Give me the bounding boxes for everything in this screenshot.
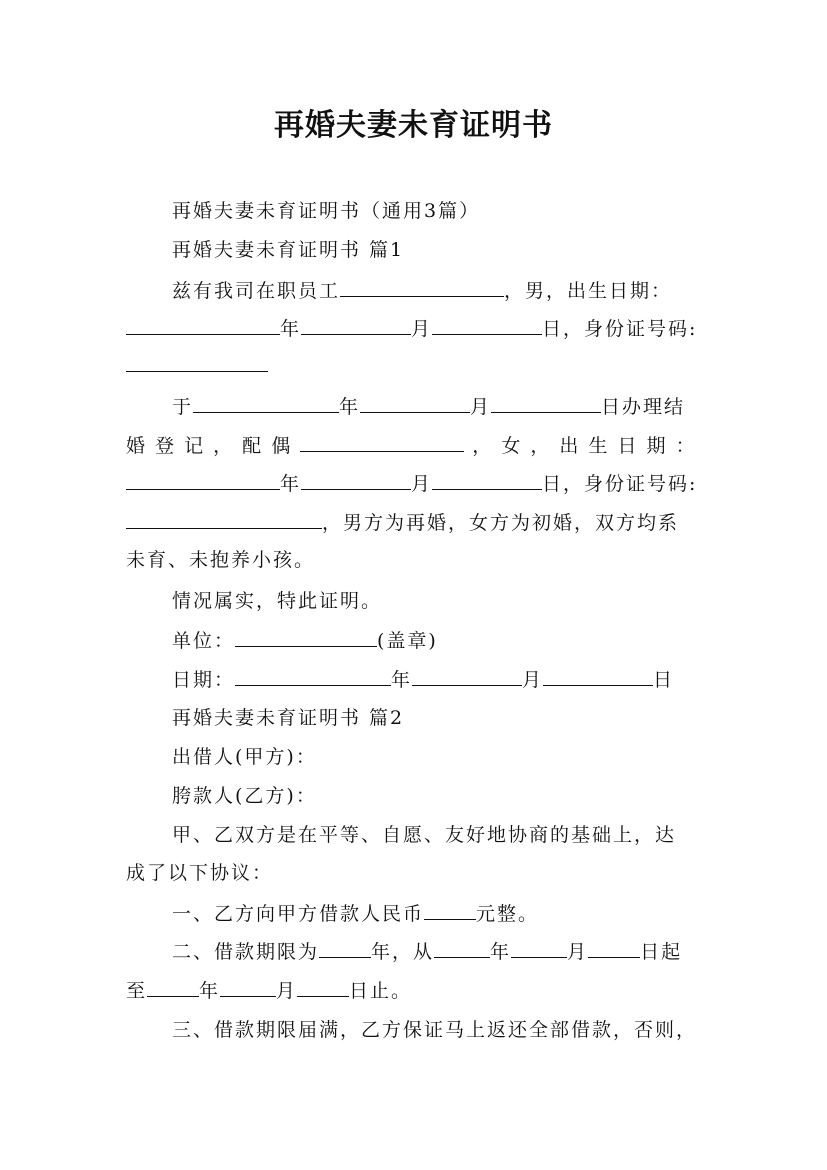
- signature-date-line: 日期： 年 月 日: [172, 669, 675, 691]
- blank-line: [126, 316, 280, 335]
- blank-line: [319, 939, 371, 958]
- paragraph-line: 未育、未抱养小孩。: [126, 549, 316, 571]
- blank-line: [126, 510, 322, 529]
- paragraph-line: 甲、乙双方是在平等、自愿、友好地协商的基础上，达: [172, 824, 677, 846]
- paragraph-line: 婚 登 记 ， 配 偶 ， 女 ， 出 生 日 期 ：: [126, 435, 697, 457]
- paragraph-line: 于 年 月 日办理结: [172, 396, 686, 418]
- blank-line: [297, 978, 349, 997]
- blank-line: [235, 667, 391, 686]
- blank-line: [511, 939, 567, 958]
- document-title: 再婚夫妻未育证明书: [274, 108, 553, 143]
- blank-line: [301, 471, 411, 490]
- blank-line: [300, 433, 464, 452]
- paragraph-line: 成了以下协议：: [126, 862, 274, 884]
- blank-line: [588, 939, 640, 958]
- blank-line: [412, 667, 522, 686]
- doc-heading: 再婚夫妻未育证明书（通用3篇）: [172, 200, 481, 222]
- paragraph-line: 情况属实，特此证明。: [172, 590, 383, 612]
- blank-line: [126, 471, 280, 490]
- paragraph-line: 兹有我司在职员工 ，男，出生日期：: [172, 280, 673, 302]
- blank-line: [432, 316, 542, 335]
- paragraph-line: 出借人(甲方)：: [172, 746, 317, 768]
- blank-line: [193, 394, 339, 413]
- blank-line: [424, 901, 476, 920]
- paragraph-line: 三、借款期限届满，乙方保证马上返还全部借款，否则，: [172, 1019, 698, 1041]
- blank-line: [235, 628, 377, 647]
- blank-line: [301, 316, 411, 335]
- blank-line: [126, 353, 268, 372]
- blank-line: [432, 471, 542, 490]
- blank-line: [543, 667, 653, 686]
- blank-line: [220, 978, 276, 997]
- paragraph-line: 二、借款期限为 年，从 年 月 日起: [172, 941, 683, 963]
- blank-line: [147, 978, 199, 997]
- blank-line: [340, 278, 504, 297]
- blank-line: [434, 939, 490, 958]
- paragraph-line: 年 月 日，身份证号码:: [126, 471, 697, 496]
- blank-line: [360, 394, 470, 413]
- blank-line: [491, 394, 601, 413]
- paragraph-line: 胯款人(乙方)：: [172, 785, 317, 807]
- paragraph-line: ，男方为再婚，女方为初婚，双方均系: [126, 510, 679, 535]
- signature-unit-line: 单位： (盖章): [172, 630, 438, 652]
- paragraph-line: [126, 353, 268, 378]
- section-heading-1: 再婚夫妻未育证明书 篇1: [172, 239, 405, 261]
- section-heading-2: 再婚夫妻未育证明书 篇2: [172, 707, 405, 729]
- paragraph-line: 年 月 日，身份证号码:: [126, 316, 697, 341]
- paragraph-line: 一、乙方向甲方借款人民币 元整。: [172, 903, 540, 925]
- paragraph-line: 至 年 月 日止。: [126, 980, 413, 1002]
